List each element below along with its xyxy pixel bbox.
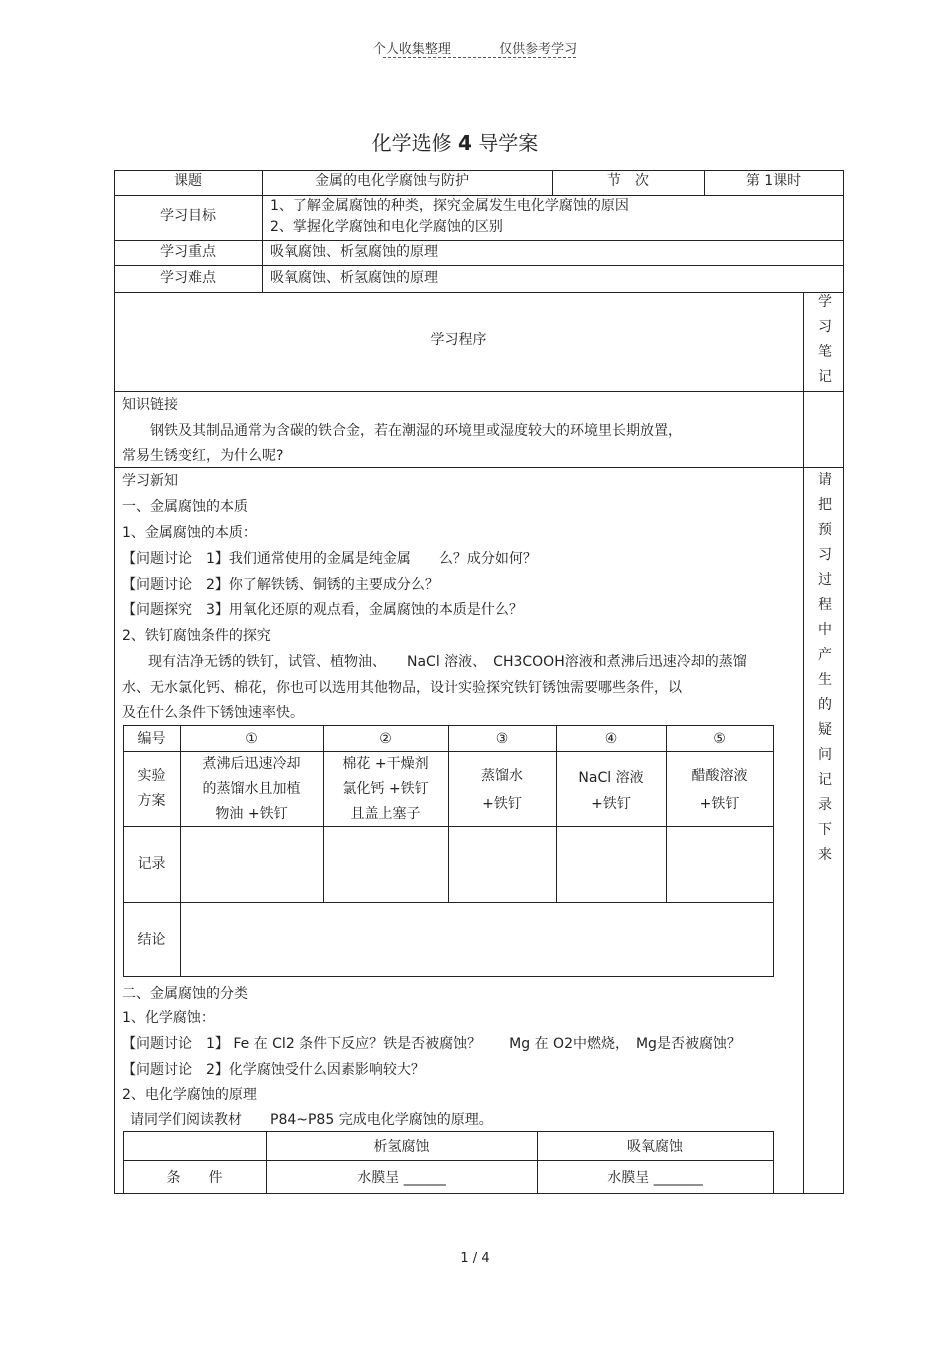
goal-label: 学习目标 [160, 208, 216, 224]
question-1: 【问题讨论 1】我们通常使用的金属是纯金属 么？成分如何？ [122, 551, 537, 567]
paragraph-line-1: 现有洁净无锈的铁钉，试管、植物油、 NaCl 溶液、 CH3COOH溶液和煮沸后迅速冷却的蒸馏 [148, 654, 747, 670]
class-question-1: 【问题讨论 1】 Fe 在 Cl2 条件下反应？铁是否被腐蚀？ Mg 在 O2中燃烧， Mg是否被腐蚀？ [122, 1036, 741, 1052]
exp-number-5: ⑤ [713, 731, 726, 747]
echem-row-condition: 条 件 [166, 1170, 223, 1186]
plan-1-line-3: 物油 +铁钉 [215, 806, 288, 822]
conclusion-label: 结论 [137, 932, 166, 948]
plan-4-line-2: +铁钉 [591, 796, 631, 812]
section-1-heading: 一、金属腐蚀的本质 [122, 499, 248, 515]
plan-label-1: 实验 [137, 768, 166, 784]
focus-label: 学习重点 [160, 244, 216, 260]
link-line-2: 常易生锈变红，为什么呢? [122, 448, 284, 464]
link-heading: 知识链接 [122, 397, 178, 413]
header-underline [383, 57, 576, 58]
topic-value: 金属的电化学腐蚀与防护 [315, 173, 469, 189]
echem-col-oxygen: 吸氧腐蚀 [627, 1139, 683, 1155]
page-title: 化学选修 4 导学案 [371, 131, 539, 155]
plan-3-line-2: +铁钉 [482, 796, 522, 812]
exp-number-label: 编号 [137, 731, 166, 747]
plan-1-line-2: 的蒸馏水且加植 [202, 781, 301, 797]
paragraph-line-2: 水、无水氯化钙、棉花，你也可以选用其他物品，设计实验探究铁钉锈蚀需要哪些条件，以 [122, 680, 682, 696]
plan-4-line-1: NaCl 溶液 [578, 770, 644, 786]
section-2-1: 1、化学腐蚀： [122, 1010, 215, 1026]
plan-5-line-2: +铁钉 [699, 796, 740, 812]
class-question-2: 【问题讨论 2】化学腐蚀受什么因素影响较大？ [122, 1062, 425, 1078]
record-label: 记录 [137, 856, 166, 872]
plan-5-line-1: 醋酸溶液 [691, 768, 748, 784]
question-3: 【问题探究 3】用氧化还原的观点看，金属腐蚀的本质是什么？ [122, 602, 523, 618]
plan-2-line-3: 且盖上塞子 [350, 806, 421, 822]
page-number: 1 / 4 [460, 1251, 490, 1266]
plan-2-line-1: 棉花 +干燥剂 [342, 756, 429, 772]
question-2: 【问题讨论 2】你了解铁锈、铜锈的主要成分么？ [122, 577, 439, 593]
period-label: 节 次 [607, 173, 649, 189]
period-value: 第 1课时 [745, 173, 802, 189]
echem-hydrogen-condition: 水膜呈 ______ [357, 1170, 446, 1186]
echem-oxygen-condition: 水膜呈 _______ [607, 1170, 703, 1186]
goal-2: 2、掌握化学腐蚀和电化学腐蚀的区别 [270, 219, 503, 235]
header-right: 仅供参考学习 [499, 42, 578, 57]
procedure-label: 学习程序 [430, 332, 487, 348]
goal-1: 1、了解金属腐蚀的种类，探究金属发生电化学腐蚀的原因 [270, 198, 629, 214]
difficulty-label: 学习难点 [160, 270, 216, 286]
section-1-1: 1、金属腐蚀的本质： [122, 525, 257, 541]
new-heading: 学习新知 [122, 473, 178, 489]
exp-number-2: ② [379, 731, 392, 747]
exp-number-4: ④ [604, 731, 618, 747]
exp-number-3: ③ [495, 731, 509, 747]
link-line-1: 钢铁及其制品通常为含碳的铁合金，若在潮湿的环境里或湿度较大的环境里长期放置， [150, 423, 682, 439]
difficulty-value: 吸氧腐蚀、析氢腐蚀的原理 [270, 270, 438, 286]
header-left: 个人收集整理 [372, 42, 451, 57]
section-2-heading: 二、金属腐蚀的分类 [122, 986, 248, 1002]
echem-col-hydrogen: 析氢腐蚀 [373, 1139, 430, 1155]
plan-2-line-2: 氯化钙 +铁钉 [342, 781, 429, 797]
plan-1-line-1: 煮沸后迅速冷却 [202, 756, 301, 772]
reading-instruction: 请同学们阅读教材 P84~P85 完成电化学腐蚀的原理。 [130, 1112, 493, 1128]
plan-3-line-1: 蒸馏水 [481, 768, 523, 784]
exp-number-1: ① [245, 731, 258, 747]
section-1-2: 2、铁钉腐蚀条件的探究 [122, 628, 271, 644]
focus-value: 吸氧腐蚀、析氢腐蚀的原理 [270, 244, 438, 260]
topic-label: 课题 [174, 173, 202, 189]
page-header [0, 38, 950, 57]
paragraph-line-3: 及在什么条件下锈蚀速率快。 [122, 705, 304, 721]
section-2-2: 2、电化学腐蚀的原理 [122, 1087, 257, 1103]
plan-label-2: 方案 [137, 793, 166, 809]
